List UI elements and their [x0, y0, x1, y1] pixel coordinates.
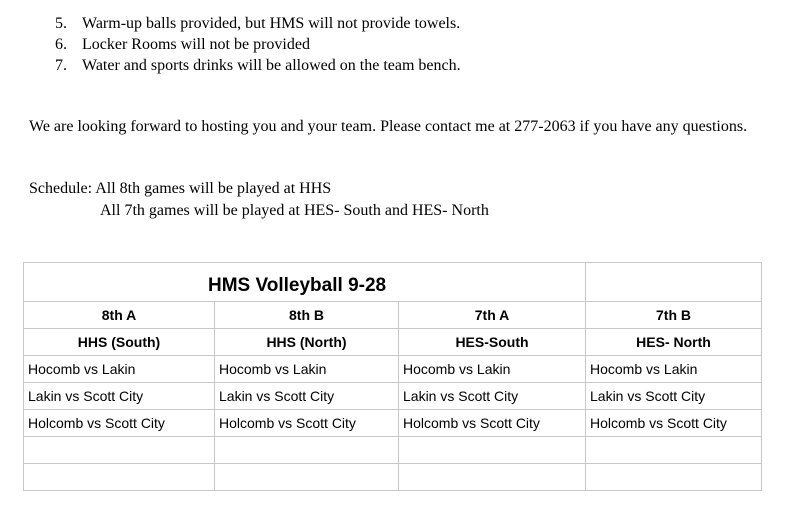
volleyball-schedule-table [23, 262, 762, 491]
game-cell [399, 464, 586, 491]
game-cell [399, 437, 586, 464]
list-text: Water and sports drinks will be allowed on the team bench. [82, 57, 461, 74]
table-location-row [24, 329, 762, 356]
game-cell: Hocomb vs Lakin [399, 356, 586, 383]
location-header: HES-South [399, 329, 586, 356]
game-cell: Holcomb vs Scott City [586, 410, 762, 437]
game-cell: Hocomb vs Lakin [586, 356, 762, 383]
schedule-line-2: All 7th games will be played at HES- South and HES- North [100, 202, 489, 219]
game-cell [215, 464, 399, 491]
column-header: 8th A [24, 302, 215, 329]
list-number: 7. [55, 57, 67, 74]
game-cell: Holcomb vs Scott City [215, 410, 399, 437]
game-cell: Holcomb vs Scott City [399, 410, 586, 437]
column-header: 7th B [586, 302, 762, 329]
game-cell: Lakin vs Scott City [24, 383, 215, 410]
game-cell: Lakin vs Scott City [215, 383, 399, 410]
game-cell [24, 437, 215, 464]
column-header: 8th B [215, 302, 399, 329]
table-row [24, 356, 762, 383]
table-row [24, 464, 762, 491]
table-row [24, 383, 762, 410]
contact-paragraph: We are looking forward to hosting you and your team. Please contact me at 277-2063 if you have any questions. [29, 118, 748, 135]
game-cell [24, 464, 215, 491]
list-text: Locker Rooms will not be provided [82, 36, 310, 53]
column-header: 7th A [399, 302, 586, 329]
schedule-line-1: Schedule: All 8th games will be played at HHS [29, 180, 332, 197]
rules-list [55, 13, 461, 76]
location-header: HES- North [586, 329, 762, 356]
game-cell: Hocomb vs Lakin [215, 356, 399, 383]
game-cell [586, 464, 762, 491]
list-item [55, 55, 461, 76]
location-header: HHS (South) [24, 329, 215, 356]
game-cell [586, 437, 762, 464]
game-cell: Lakin vs Scott City [399, 383, 586, 410]
list-text: Warm-up balls provided, but HMS will not provide towels. [82, 15, 461, 32]
game-cell: Lakin vs Scott City [586, 383, 762, 410]
list-number: 5. [55, 15, 67, 32]
location-header: HHS (North) [215, 329, 399, 356]
list-item [55, 13, 461, 34]
list-number: 6. [55, 36, 67, 53]
list-item [55, 34, 461, 55]
table-title: HMS Volleyball 9-28 [24, 263, 586, 302]
game-cell: Hocomb vs Lakin [24, 356, 215, 383]
game-cell: Holcomb vs Scott City [24, 410, 215, 437]
table-title-row [24, 263, 762, 302]
table-header-row [24, 302, 762, 329]
table-row [24, 437, 762, 464]
game-cell [215, 437, 399, 464]
table-cell [586, 263, 762, 302]
table-row [24, 410, 762, 437]
